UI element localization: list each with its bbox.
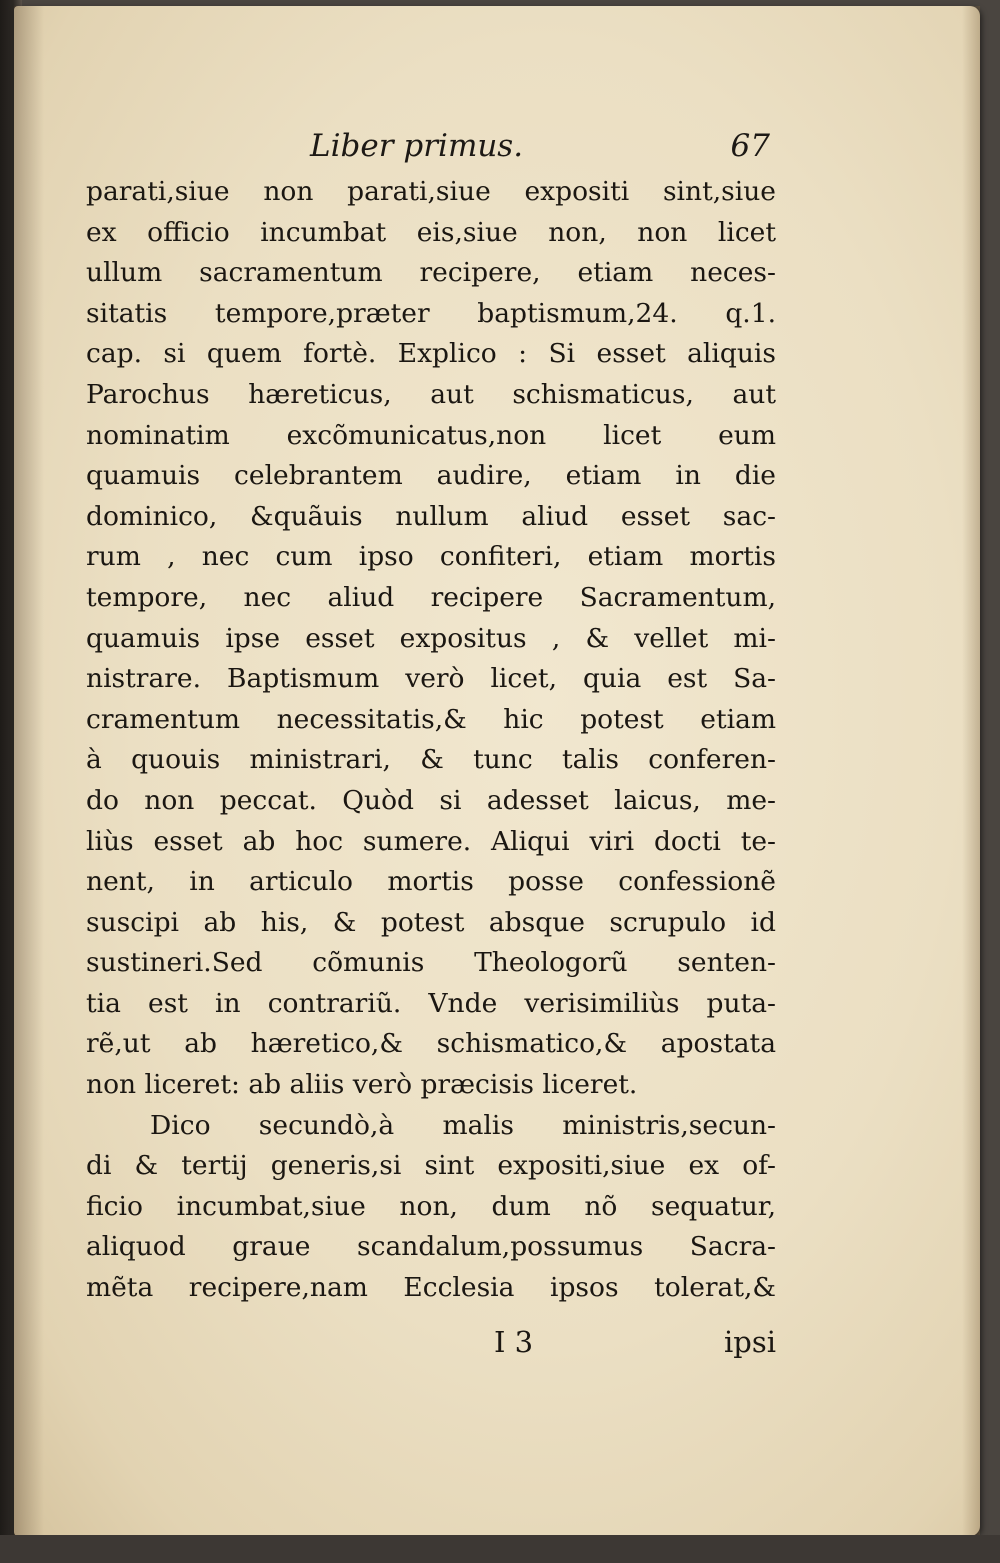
text-line: sustineri.Sed cõmunis Theologorũ senten- [86,947,776,979]
text-line: dominico, &quãuis nullum aliud esset sac- [86,500,776,532]
text-line: nominatim excõmunicatus,non licet eum [86,419,776,451]
text-line: à quouis ministrari, & tunc talis conferen- [86,744,776,776]
text-line: Parochus hæreticus, aut schismaticus, aut [86,378,776,410]
scan-background [0,1535,1000,1563]
gutter-shadow [14,6,44,1536]
text-line: di & tertij generis,si sint expositi,siue ex of- [86,1150,776,1182]
text-line: cap. si quem fortè. Explico : Si esset aliquis [86,338,776,370]
signature-mark: I 3 [494,1325,534,1359]
text-line: quamuis celebrantem audire, etiam in die [86,460,776,492]
text-line: parati,siue non parati,siue expositi sint,siue [86,176,776,207]
text-line: sitatis tempore,præter baptismum,24. q.1. [86,297,776,329]
page-footer [86,1325,776,1369]
catchword: ipsi [724,1325,776,1359]
body-text [86,172,776,1309]
paragraph-start-line: Dico secundò,à malis ministris,secun- [150,1109,776,1141]
text-line: tempore, nec aliud recipere Sacramentum, [86,581,776,613]
text-line: ficio incumbat,siue non, dum nõ sequatur, [86,1190,776,1222]
text-line: rum , nec cum ipso confiteri, etiam mortis [86,541,776,573]
text-line: cramentum necessitatis,& hic potest etiam [86,703,776,735]
page-header [310,128,770,172]
text-line: rẽ,ut ab hæretico,& schismatico,& apostata [86,1028,776,1060]
text-line: nistrare. Baptismum verò licet, quia est Sa- [86,663,776,695]
text-line: tia est in contrariũ. Vnde verisimiliùs puta- [86,987,776,1019]
text-line: liùs esset ab hoc sumere. Aliqui viri docti te- [86,825,776,857]
text-line: non liceret: ab aliis verò præcisis liceret. [86,1069,638,1101]
text-line: quamuis ipse esset expositus , & vellet mi- [86,622,776,654]
text-line: nent, in articulo mortis posse confessionẽ [86,866,776,898]
page-edge [962,6,980,1536]
text-line: aliquod graue scandalum,possumus Sacra- [86,1231,776,1263]
running-title: Liber primus. [310,128,524,164]
text-line: ex officio incumbat eis,siue non, non licet [86,216,776,248]
page-number: 67 [730,128,770,164]
text-line: do non peccat. Quòd si adesset laicus, me- [86,784,776,816]
text-line: mẽta recipere,nam Ecclesia ipsos tolerat,& [86,1272,776,1304]
text-line: suscipi ab his, & potest absque scrupulo id [86,906,776,938]
text-line: ullum sacramentum recipere, etiam neces- [86,257,776,289]
